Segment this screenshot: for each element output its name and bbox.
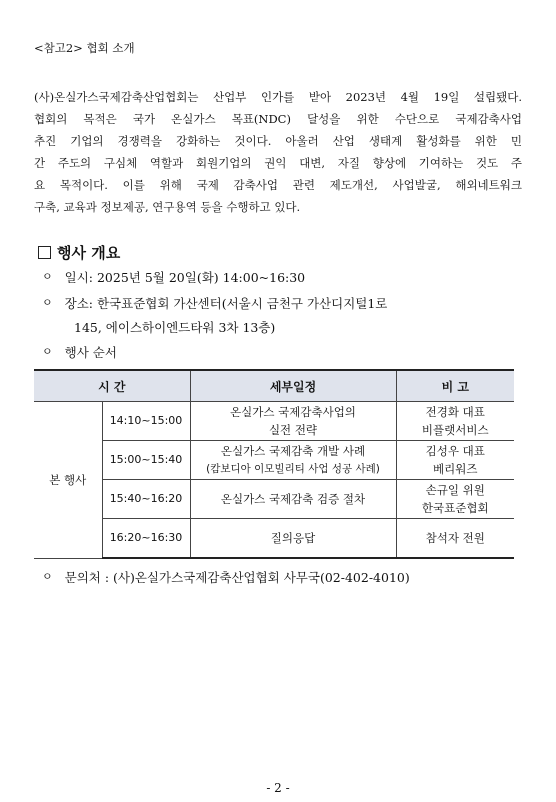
section-heading: [38, 242, 120, 263]
note-cell: [396, 519, 514, 559]
intro-line: (사)온실가스국제감축산업협회는 산업부 인가를 받아 2023년 4월 19일 설립됐다.: [34, 90, 522, 104]
agenda-line: (캄보디아 이모빌리티 사업 성공 사례): [206, 463, 380, 475]
table-row: [34, 519, 514, 559]
note-line: 김성우 대표: [425, 444, 485, 458]
intro-paragraph: [34, 86, 522, 218]
agenda-line: 온실가스 국제감축 개발 사례: [220, 444, 366, 458]
time-cell: 15:40~16:20: [102, 480, 190, 519]
time-cell: 16:20~16:30: [102, 519, 190, 559]
note-line: 한국표준협회: [421, 501, 489, 515]
agenda-cell: [190, 519, 396, 559]
section-title: 행사 개요: [57, 244, 121, 262]
schedule-table: [34, 369, 514, 559]
note-cell: [396, 441, 514, 480]
note-line: 전경화 대표: [425, 405, 485, 419]
table-row: [34, 441, 514, 480]
place-text: 장소: 한국표준협회 가산센터(서울시 금천구 가산디지털1로: [64, 296, 388, 311]
table-row: [34, 480, 514, 519]
agenda-cell: [190, 441, 396, 480]
bullet-symbol: ㅇ: [42, 345, 53, 358]
note-line: 참석자 전원: [425, 531, 485, 545]
agenda-cell: [190, 480, 396, 519]
time-cell: 15:00~15:40: [102, 441, 190, 480]
place-continuation: 145, 에이스하이엔드타워 3차 13층): [74, 320, 276, 335]
header-note: 비 고: [396, 370, 514, 402]
bullet-place: [42, 294, 387, 312]
note-line: 비플랫서비스: [421, 423, 489, 437]
agenda-line: 온실가스 국제감축 검증 절차: [220, 492, 366, 506]
note-cell: [396, 480, 514, 519]
intro-line: 협회의 목적은 국가 온실가스 목표(NDC) 달성을 위한 수단으로 국제감축사업: [34, 112, 522, 126]
bullet-program: [42, 343, 117, 361]
header-agenda: 세부일정: [190, 370, 396, 402]
note-cell: [396, 402, 514, 441]
table-header-row: [34, 370, 514, 402]
intro-line: 구축, 교육과 정보제공, 연구용역 등을 수행하고 있다.: [34, 200, 301, 214]
bullet-symbol: ㅇ: [42, 570, 53, 583]
agenda-line: 질의응답: [270, 531, 316, 545]
intro-line: 요 목적이다. 이를 위해 국제 감축사업 관련 제도개선, 사업발굴, 해외네트워크: [34, 178, 522, 192]
agenda-cell: [190, 402, 396, 441]
note-line: 손규일 위원: [425, 483, 485, 497]
table-row: [34, 402, 514, 441]
agenda-line: 실전 전략: [268, 423, 318, 437]
time-cell: 14:10~15:00: [102, 402, 190, 441]
note-line: 베리워즈: [433, 462, 478, 476]
bullet-contact: [42, 568, 410, 586]
bullet-date: [42, 268, 305, 286]
square-bullet-icon: [38, 246, 51, 259]
group-label: 본 행사: [34, 402, 102, 559]
bullet-symbol: ㅇ: [42, 270, 53, 283]
page-number: - 2 -: [266, 781, 290, 795]
reference-title: <참고2> 협회 소개: [34, 41, 135, 55]
intro-line: 간 주도의 구심체 역할과 회원기업의 권익 대변, 자질 향상에 기여하는 것도 주: [34, 156, 522, 170]
date-text: 일시: 2025년 5월 20일(화) 14:00~16:30: [64, 270, 306, 285]
intro-line: 추진 기업의 경쟁력을 강화하는 것이다. 아울러 산업 생태계 활성화를 위한 민: [34, 134, 522, 148]
bullet-symbol: ㅇ: [42, 296, 53, 309]
header-time: 시 간: [34, 370, 190, 402]
contact-text: 문의처 : (사)온실가스국제감축산업협회 사무국(02-402-4010): [64, 570, 410, 585]
program-text: 행사 순서: [64, 345, 117, 360]
agenda-line: 온실가스 국제감축사업의: [230, 405, 356, 419]
